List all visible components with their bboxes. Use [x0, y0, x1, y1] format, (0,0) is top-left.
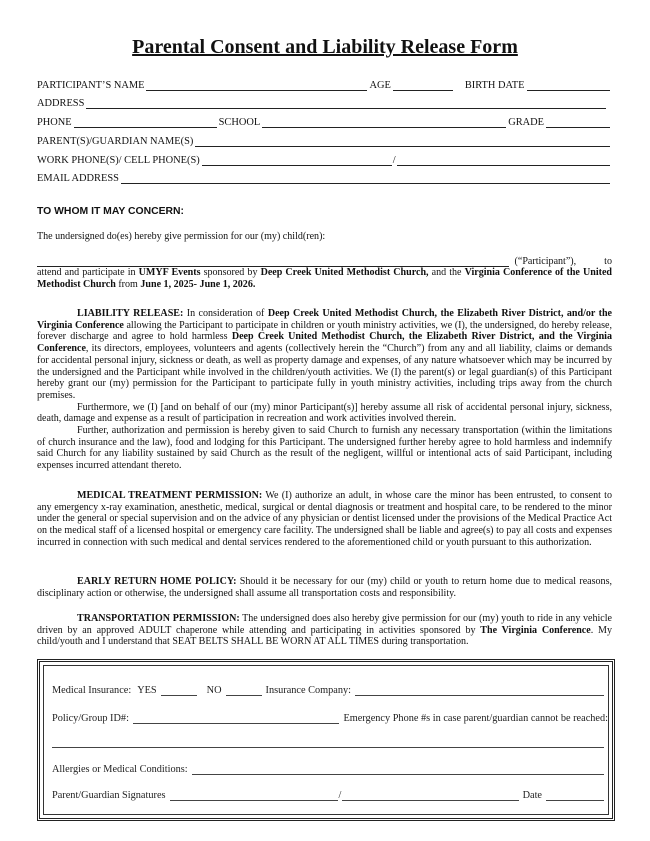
early-return-section: [37, 576, 612, 599]
phone-school-row: [37, 117, 612, 129]
early-return-heading: EARLY RETURN HOME POLICY:: [77, 576, 237, 587]
medical-insurance-label: Medical Insurance:: [52, 685, 132, 696]
insurance-company-label: Insurance Company:: [265, 685, 352, 696]
transportation-text-2: . My child/youth and I understand that SEAT BELTS SHALL BE WORN AT ALL TIMES during transportation.: [37, 624, 613, 648]
attend-conference: Virginia Conference of the United Methodist Church: [37, 267, 612, 290]
birth-date-label: BIRTH DATE: [464, 80, 525, 91]
grade-label: GRADE: [508, 117, 545, 128]
insurance-no-label: NO: [206, 685, 222, 696]
age-field[interactable]: [393, 81, 453, 91]
concern-heading: TO WHOM IT MAY CONCERN:: [37, 206, 185, 217]
allergies-field[interactable]: [192, 765, 604, 775]
attend-text-4: from: [115, 278, 141, 290]
email-row: [37, 173, 612, 185]
grade-field[interactable]: [546, 118, 610, 128]
age-label: AGE: [369, 80, 391, 91]
medical-text: We (I) authorize an adult, in whose care the minor has been entrusted, to consent to any emergency x-ray examination, anesthetic, medical, surgical or dental diagnosis or treatment and hospital care, to be rendered to the minor under the general or special supervision and on the advice of any physician or dentist licensed under the provisions of the Medical Practice Act on the medical staff of a licensed hospital or emergency care facility. The undersigned shall be liable and agree(s) to pay all costs and expenses incurred in connection with such medical and dental services rendered to the aforementioned child or youth pursuant to this authorization.: [37, 490, 613, 548]
liability-section: [37, 308, 612, 472]
attend-event: UMYF Events: [138, 267, 201, 278]
medical-info-box: [37, 659, 615, 821]
signature-field-1[interactable]: [170, 791, 338, 801]
participant-suffix: (“Participant”),: [514, 256, 577, 267]
attend-paragraph: [37, 267, 612, 290]
address-field[interactable]: [86, 99, 606, 109]
intro-sentence: The undersigned do(es) hereby give permission for our (my) child(ren):: [37, 231, 326, 242]
medical-section: [37, 490, 612, 549]
medical-info-box-inner: [43, 665, 609, 815]
insurance-yes-label: YES: [137, 685, 157, 696]
transportation-conference: The Virginia Conference: [480, 624, 591, 636]
liability-heading: LIABILITY RELEASE:: [77, 308, 184, 319]
school-label: SCHOOL: [218, 117, 261, 128]
email-label: EMAIL ADDRESS: [37, 173, 119, 184]
transportation-text-1: The undersigned does also hereby give permission for our (my) youth to ride in any vehicle driven by an approved ADULT chaperone while attending and participating in activities sponsored by: [37, 613, 612, 636]
parent-names-row: [37, 136, 612, 148]
transportation-heading: TRANSPORTATION PERMISSION:: [77, 613, 240, 624]
cell-phone-field[interactable]: [397, 156, 610, 166]
participant-name-label: PARTICIPANT’S NAME: [37, 80, 145, 91]
signature-row: [52, 790, 608, 802]
insurance-row: [52, 685, 608, 697]
insurance-company-field[interactable]: [355, 686, 604, 696]
participant-info-row: [37, 80, 612, 92]
insurance-yes-field[interactable]: [161, 686, 197, 696]
signatures-label: Parent/Guardian Signatures: [52, 790, 166, 801]
form-title: Parental Consent and Liability Release Form: [132, 36, 518, 58]
liability-text-2: allowing the Participant to participate in children or youth ministry activities, we (I), the undersigned, do hereby release, forever discharge and agree to hold harmless: [37, 319, 612, 343]
attend-dates: June 1, 2025- June 1, 2026.: [140, 278, 256, 290]
intro-text: [37, 231, 612, 243]
participant-to: to: [604, 256, 612, 267]
allergies-row: [52, 764, 608, 776]
participant-name-field[interactable]: [146, 81, 367, 91]
policy-id-field[interactable]: [133, 714, 340, 724]
parent-names-label: PARENT(S)/GUARDIAN NAME(S): [37, 136, 194, 147]
work-cell-phone-label: WORK PHONE(S)/ CELL PHONE(S): [37, 155, 200, 166]
phone-field[interactable]: [74, 118, 217, 128]
address-label: ADDRESS: [37, 98, 85, 109]
attend-text-2: sponsored by: [200, 267, 261, 278]
attend-text-3: and the: [428, 267, 465, 278]
parent-names-field[interactable]: [195, 137, 610, 147]
insurance-no-field[interactable]: [226, 686, 262, 696]
attend-church: Deep Creek United Methodist Church,: [260, 267, 429, 278]
policy-row: [52, 713, 608, 725]
transportation-section: [37, 613, 612, 648]
phone-separator: /: [392, 155, 396, 166]
early-return-text: Should it be necessary for our (my) child or youth to return home due to medical reasons, disciplinary action or otherwise, the undersigned shall assume all transportation costs and responsibility.: [37, 576, 612, 599]
date-field[interactable]: [546, 791, 604, 801]
address-row: [37, 98, 612, 110]
policy-id-label: Policy/Group ID#:: [52, 713, 129, 724]
medical-heading: MEDICAL TREATMENT PERMISSION:: [77, 490, 263, 501]
email-field[interactable]: [121, 174, 610, 184]
emergency-phone-field[interactable]: [52, 738, 604, 748]
attend-text-1: attend and participate in: [37, 267, 139, 278]
liability-text-1: In consideration of: [183, 308, 268, 319]
allergies-label: Allergies or Medical Conditions:: [52, 764, 188, 775]
work-cell-phone-row: [37, 155, 612, 167]
date-label: Date: [522, 790, 542, 801]
signature-separator: /: [338, 790, 342, 801]
liability-text-3: , its directors, employees, volunteers and agents (collectively herein the “Church”) from any and all liability, claims or demands for accidental personal injury, sickness or death, as well as property damage and expenses, of any nature whatsoever which may be incurred by the undersigned and the Participant while involved in the children/youth activities. We (I) the parent(s) or legal guardian(s) of this Participant hereby grant our (my) permission for the Participant to participate fully in youth ministry activities, including trips away from the church premises.: [37, 343, 612, 401]
child-name-field[interactable]: [37, 257, 509, 267]
work-phone-field[interactable]: [202, 156, 392, 166]
liability-parties-1: Deep Creek United Methodist Church, the Elizabeth River District, and/or the Virginia Conference: [37, 308, 612, 331]
school-field[interactable]: [262, 118, 506, 128]
birth-date-field[interactable]: [527, 81, 610, 91]
signature-field-2[interactable]: [342, 791, 518, 801]
phone-label: PHONE: [37, 117, 72, 128]
liability-parties-2: Deep Creek United Methodist Church, the Elizabeth River District, and the Virginia Conference: [37, 331, 612, 355]
emergency-phone-row: [52, 738, 608, 749]
emergency-phone-label: Emergency Phone #s in case parent/guardian cannot be reached:: [343, 713, 608, 724]
liability-risk-paragraph: Furthermore, we (I) [and on behalf of our (my) minor Participant(s)] hereby assume all risk of accidental personal injury, sickness, death, damage and expense as a result of participation in recreation and work activities involved therein.: [37, 401, 612, 425]
liability-transport-paragraph: Further, authorization and permission is hereby given to said Church to furnish any necessary transportation (within the limitations of church insurance and the law), food and lodging for this Participant. The undersigned further hereby agree to hold harmless and indemnify said Church for any liability sustained by said Church as the result of the negligent, willful or intentional acts of said Participant, including expenses incurred attendant thereto.: [37, 425, 612, 472]
